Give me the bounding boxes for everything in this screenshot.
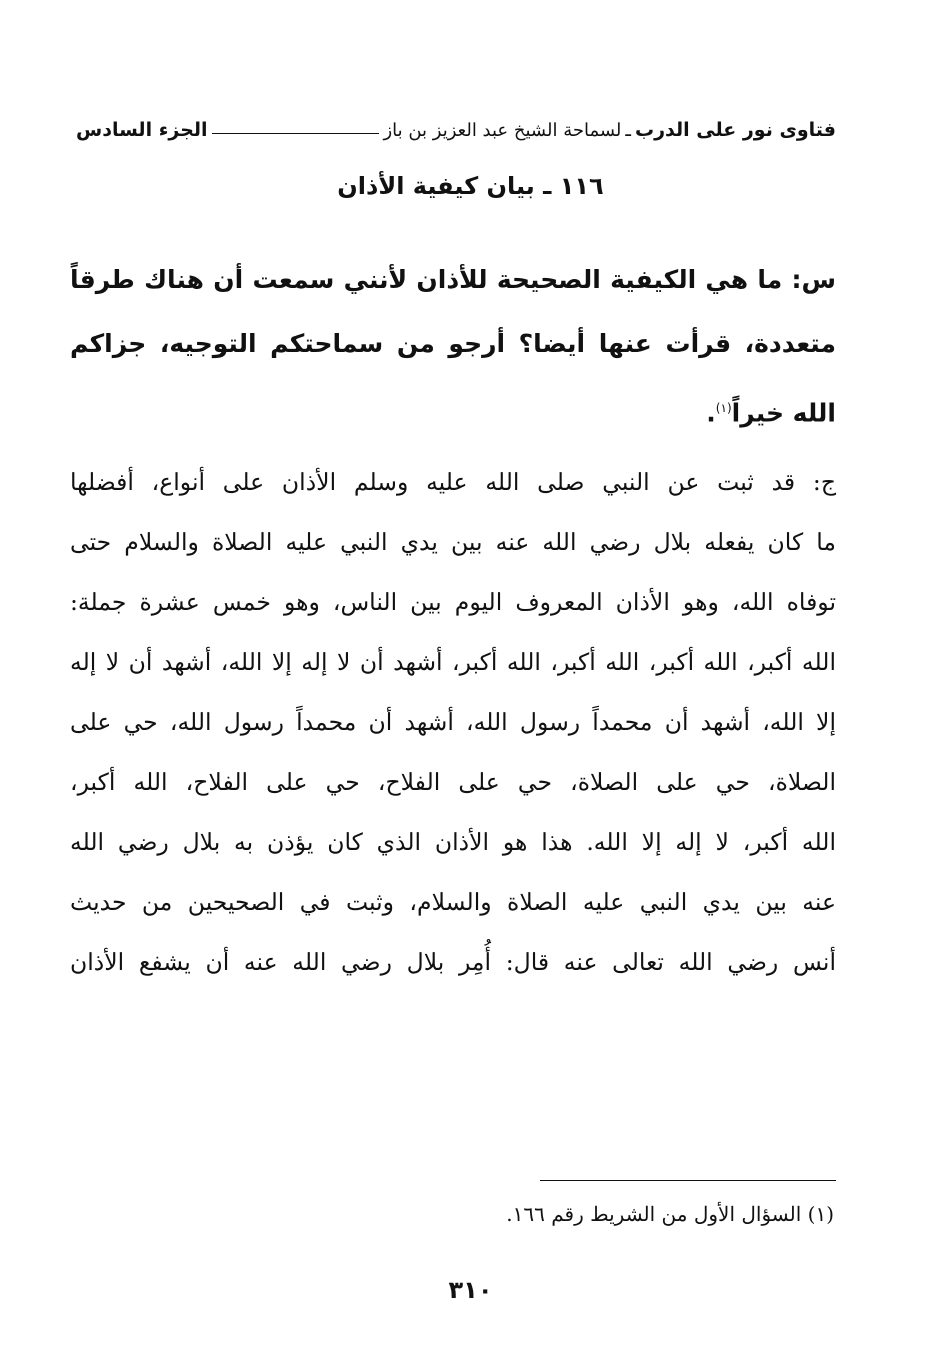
- running-header: [76, 114, 836, 146]
- footnote-text: (١) السؤال الأول من الشريط رقم ١٦٦.: [506, 1202, 834, 1226]
- answer-line: عنه بين يدي النبي عليه الصلاة والسلام، وثبت في الصحيحين من حديث: [70, 888, 836, 916]
- answer-line: الصلاة، حي على الصلاة، حي على الفلاح، حي على الفلاح، الله أكبر،: [70, 768, 836, 796]
- question-line: متعددة، قرأت عنها أيضا؟ أرجو من سماحتكم التوجيه، جزاكم: [70, 329, 836, 358]
- header-book-title: فتاوى نور على الدرب: [635, 119, 836, 141]
- answer-line: توفاه الله، وهو الأذان المعروف اليوم بين الناس، وهو خمس عشرة جملة:: [70, 588, 836, 616]
- header-separator: ـ: [625, 119, 631, 141]
- footnote-reference[interactable]: (١): [715, 401, 732, 415]
- question-line-text: الله خيراً: [731, 398, 836, 428]
- header-author: لسماحة الشيخ عبد العزيز بن باز: [383, 119, 622, 141]
- answer-line: أنس رضي الله تعالى عنه قال: أُمِر بلال رضي الله عنه أن يشفع الأذان: [70, 948, 836, 976]
- question-line-last: [70, 376, 836, 445]
- answer-line: إلا الله، أشهد أن محمداً رسول الله، أشهد أن محمداً رسول الله، حي على: [70, 708, 836, 736]
- answer-paragraph: [70, 452, 836, 992]
- answer-line: الله أكبر، لا إله إلا الله. هذا هو الأذان الذي كان يؤذن به بلال رضي الله: [70, 828, 836, 856]
- answer-line: ج: قد ثبت عن النبي صلى الله عليه وسلم الأذان على أنواع، أفضلها: [70, 468, 836, 496]
- question-line: س: ما هي الكيفية الصحيحة للأذان لأنني سمعت أن هناك طرقاً: [70, 265, 836, 294]
- question-paragraph: [70, 248, 836, 445]
- page-number: ٣١٠: [448, 1276, 493, 1304]
- answer-line: الله أكبر، الله أكبر، الله أكبر، الله أكبر، أشهد أن لا إله إلا الله، أشهد أن لا إله: [70, 648, 836, 676]
- section-title: ١١٦ ـ بيان كيفية الأذان: [337, 172, 604, 200]
- question-end-punct: .: [706, 398, 716, 428]
- footnote-rule: [540, 1180, 836, 1181]
- header-part: الجزء السادس: [76, 119, 208, 141]
- answer-line: ما كان يفعله بلال رضي الله عنه بين يدي النبي عليه الصلاة والسلام حتى: [70, 528, 836, 556]
- header-rule: [212, 133, 380, 134]
